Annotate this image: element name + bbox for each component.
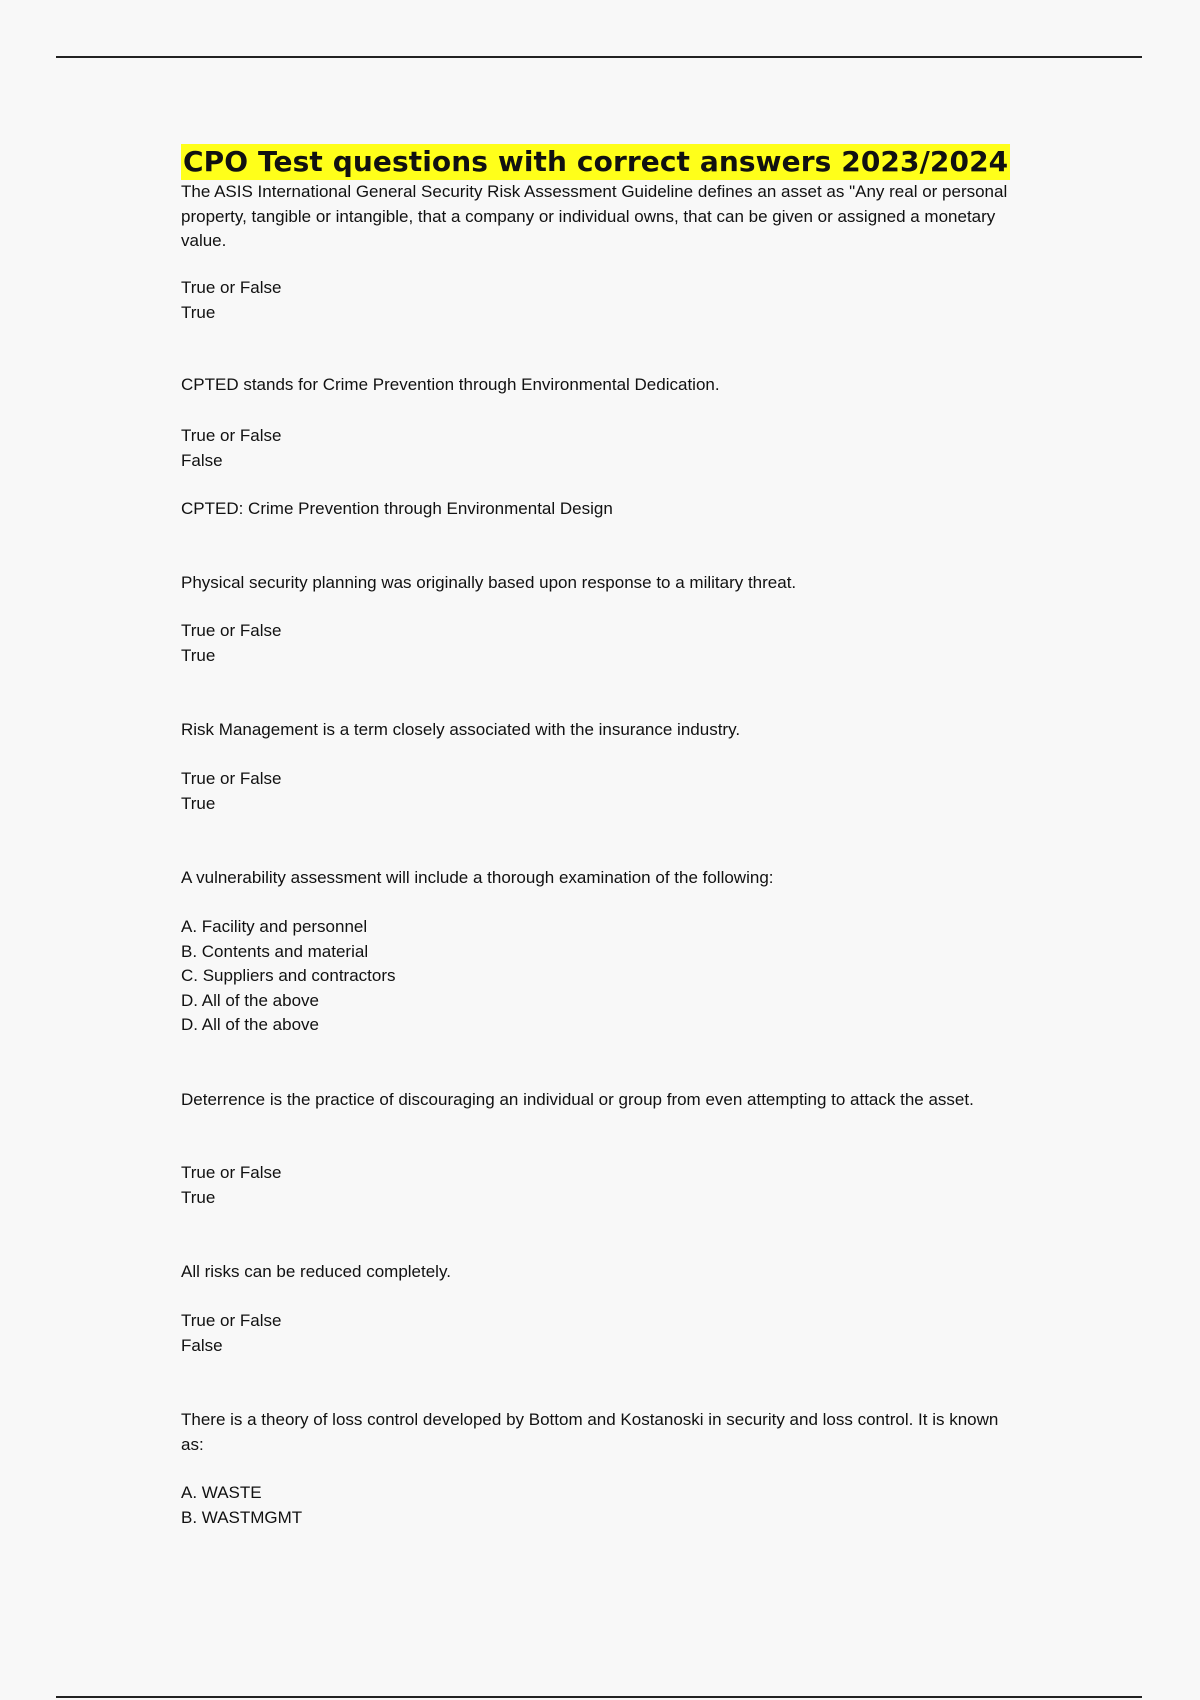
document-title: CPO Test questions with correct answers 2023/2024 bbox=[183, 145, 1009, 178]
option-text: B. WASTMGMT bbox=[181, 1507, 303, 1527]
options-block bbox=[181, 915, 1016, 1038]
answer-text: True bbox=[181, 793, 216, 813]
note-text: CPTED: Crime Prevention through Environmental Design bbox=[181, 499, 613, 518]
answer-block bbox=[181, 619, 1016, 668]
answer-block bbox=[181, 767, 1016, 816]
question-text: There is a theory of loss control developed by Bottom and Kostanoski in security and loss control. It is known as: bbox=[181, 1410, 1004, 1454]
prompt-text: True or False bbox=[181, 426, 282, 445]
answer-block bbox=[181, 276, 1016, 325]
question-block bbox=[181, 1260, 1016, 1285]
answer-text: False bbox=[181, 1335, 223, 1355]
options-block bbox=[181, 1481, 1016, 1530]
question-text: A vulnerability assessment will include a thorough examination of the following: bbox=[181, 868, 774, 887]
footer-rule bbox=[56, 1696, 1142, 1698]
question-text: Deterrence is the practice of discouraging an individual or group from even attempting to attack the asset. bbox=[181, 1090, 974, 1109]
question-block bbox=[181, 1088, 1016, 1113]
option-text: A. WASTE bbox=[181, 1483, 262, 1502]
question-text: The ASIS International General Security Risk Assessment Guideline defines an asset as "Any real or personal property, tangible or intangible, that a company or individual owns, that can be given or assigned a monetary value. bbox=[181, 182, 1012, 250]
answer-text: True bbox=[181, 302, 216, 322]
option-text: C. Suppliers and contractors bbox=[181, 966, 396, 985]
question-block bbox=[181, 1408, 1016, 1457]
question-text: Risk Management is a term closely associated with the insurance industry. bbox=[181, 720, 741, 739]
option-text: B. Contents and material bbox=[181, 941, 369, 961]
question-text: All risks can be reduced completely. bbox=[181, 1262, 451, 1281]
document-content bbox=[181, 144, 1016, 1527]
answer-block bbox=[181, 424, 1016, 473]
prompt-text: True or False bbox=[181, 1311, 282, 1330]
answer-text: True bbox=[181, 1187, 216, 1207]
question-block bbox=[181, 373, 1016, 398]
prompt-text: True or False bbox=[181, 1163, 282, 1182]
note-block bbox=[181, 497, 1016, 522]
option-text: A. Facility and personnel bbox=[181, 917, 368, 936]
question-block bbox=[181, 180, 1016, 254]
question-text: CPTED stands for Crime Prevention through Environmental Dedication. bbox=[181, 375, 720, 394]
answer-text: False bbox=[181, 450, 223, 470]
question-text: Physical security planning was originally based upon response to a military threat. bbox=[181, 573, 797, 592]
question-block bbox=[181, 718, 1016, 743]
option-text: D. All of the above bbox=[181, 990, 319, 1010]
prompt-text: True or False bbox=[181, 769, 282, 788]
prompt-text: True or False bbox=[181, 621, 282, 640]
answer-block bbox=[181, 1161, 1016, 1210]
question-block bbox=[181, 866, 1016, 891]
question-block bbox=[181, 571, 1016, 596]
header-rule bbox=[56, 56, 1142, 58]
answer-text: D. All of the above bbox=[181, 1015, 319, 1034]
answer-block bbox=[181, 1309, 1016, 1358]
prompt-text: True or False bbox=[181, 278, 282, 297]
answer-text: True bbox=[181, 645, 216, 665]
